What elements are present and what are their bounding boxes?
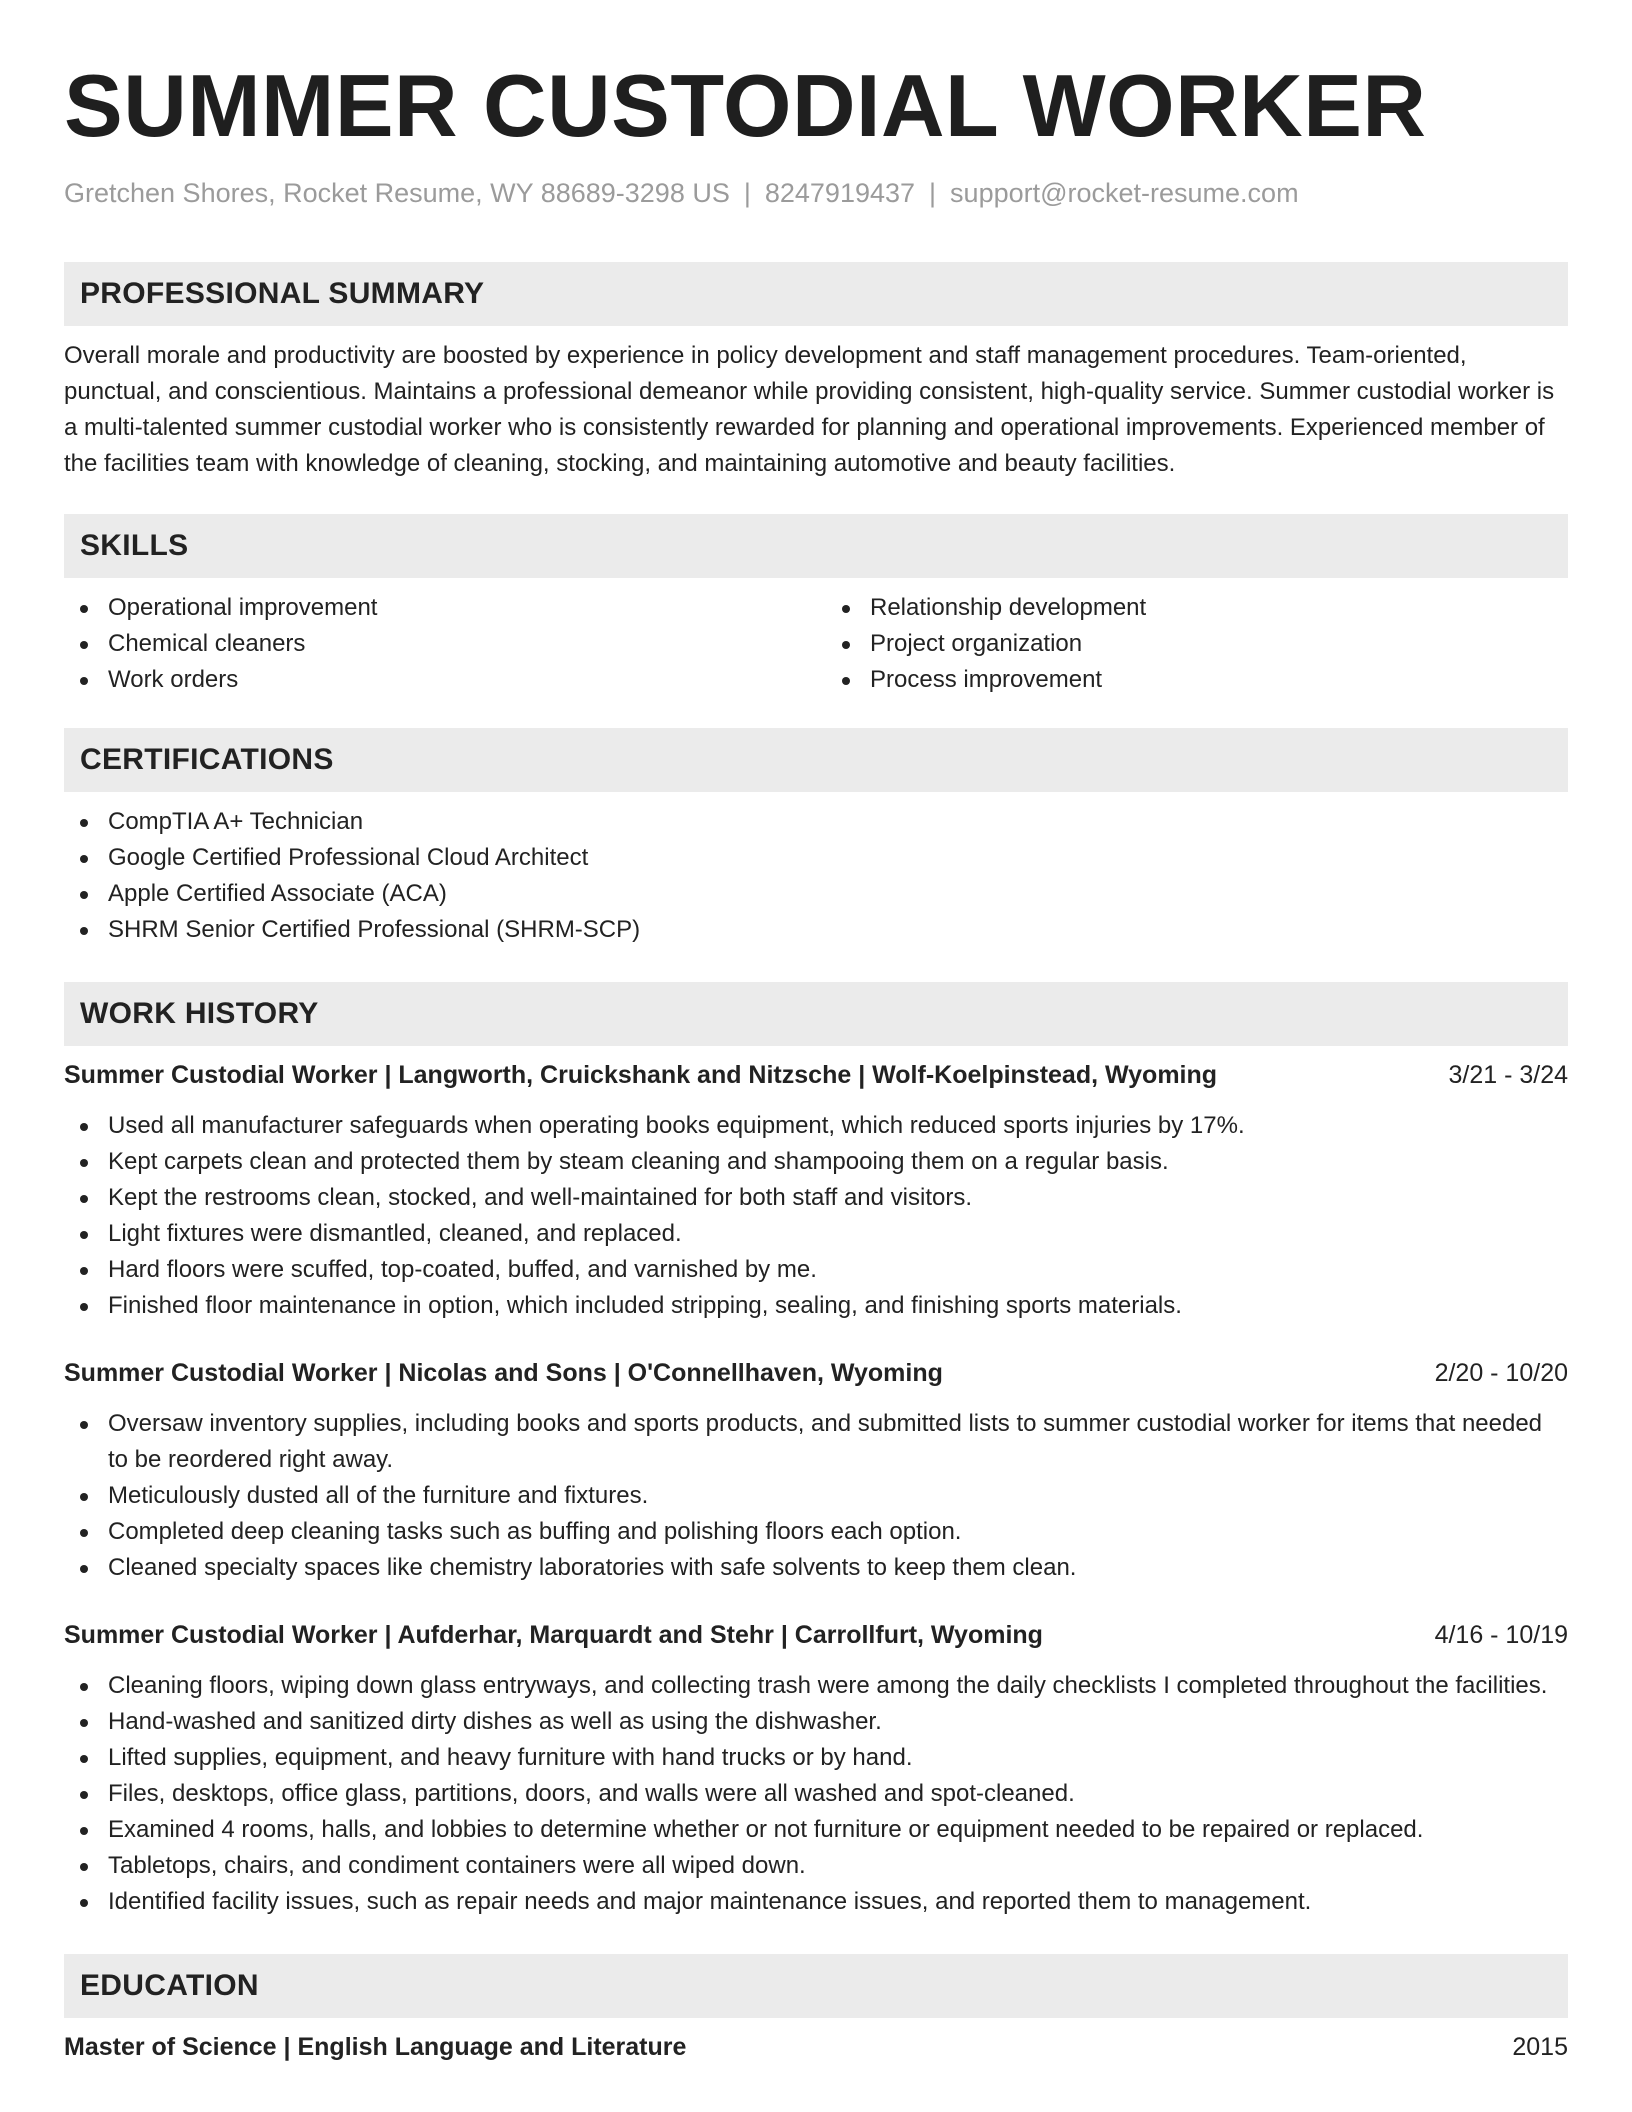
skills-list-left xyxy=(64,590,806,698)
job-title: Summer Custodial Worker | Nicolas and Sons | O'Connellhaven, Wyoming xyxy=(64,1359,943,1387)
resume-title: SUMMER CUSTODIAL WORKER xyxy=(64,56,1427,155)
job-bullet: Tabletops, chairs, and condiment containers were all wiped down. xyxy=(64,1848,1568,1884)
degree-title: Master of Science | English Language and Literature xyxy=(64,2033,687,2061)
job-bullet: Light fixtures were dismantled, cleaned, and replaced. xyxy=(64,1216,1568,1252)
job-bullet: Finished floor maintenance in option, which included stripping, sealing, and finishing sports materials. xyxy=(64,1288,1568,1324)
certification-item: CompTIA A+ Technician xyxy=(64,804,1568,840)
resume-page xyxy=(64,0,1568,2064)
section-header-certifications: CERTIFICATIONS xyxy=(64,728,1568,792)
contact-separator: | xyxy=(929,178,937,208)
job-title: Summer Custodial Worker | Aufderhar, Marquardt and Stehr | Carrollfurt, Wyoming xyxy=(64,1621,1043,1649)
section-header-work-history: WORK HISTORY xyxy=(64,982,1568,1046)
job-bullet: Used all manufacturer safeguards when operating books equipment, which reduced sports injuries by 17%. xyxy=(64,1108,1568,1144)
skills-list-right xyxy=(826,590,1568,698)
summary-section xyxy=(64,262,1568,482)
section-header-summary: PROFESSIONAL SUMMARY xyxy=(64,262,1568,326)
job-bullets xyxy=(64,1406,1568,1586)
job-bullet: Identified facility issues, such as repair needs and major maintenance issues, and reported them to management. xyxy=(64,1884,1568,1920)
job-header xyxy=(64,1058,1568,1092)
contact-phone: 8247919437 xyxy=(764,178,916,208)
skills-grid xyxy=(64,590,1568,698)
skill-item: Chemical cleaners xyxy=(64,626,806,662)
job-bullet: Completed deep cleaning tasks such as buffing and polishing floors each option. xyxy=(64,1514,1568,1550)
job-bullet: Meticulously dusted all of the furniture and fixtures. xyxy=(64,1478,1568,1514)
education-entry xyxy=(64,2030,1568,2064)
job-dates: 3/21 - 3/24 xyxy=(1448,1061,1568,1089)
job-bullet: Cleaning floors, wiping down glass entryways, and collecting trash were among the daily checklists I completed throughout the facilities. xyxy=(64,1668,1568,1704)
section-header-education: EDUCATION xyxy=(64,1954,1568,2018)
skill-item: Work orders xyxy=(64,662,806,698)
job-bullets xyxy=(64,1668,1568,1920)
job-bullet: Hand-washed and sanitized dirty dishes as well as using the dishwasher. xyxy=(64,1704,1568,1740)
skill-item: Relationship development xyxy=(826,590,1568,626)
work-history-section xyxy=(64,982,1568,1920)
job-bullet: Cleaned specialty spaces like chemistry laboratories with safe solvents to keep them clean. xyxy=(64,1550,1568,1586)
job-entry xyxy=(64,1618,1568,1920)
job-bullets xyxy=(64,1108,1568,1324)
certifications-section xyxy=(64,728,1568,948)
job-bullet: Kept carpets clean and protected them by steam cleaning and shampooing them on a regular basis. xyxy=(64,1144,1568,1180)
job-bullet: Lifted supplies, equipment, and heavy furniture with hand trucks or by hand. xyxy=(64,1740,1568,1776)
job-dates: 4/16 - 10/19 xyxy=(1434,1621,1568,1649)
job-entry xyxy=(64,1058,1568,1324)
job-header xyxy=(64,1618,1568,1652)
skills-section xyxy=(64,514,1568,698)
contact-email: support@rocket-resume.com xyxy=(950,178,1299,208)
graduation-year: 2015 xyxy=(1512,2033,1568,2061)
job-title: Summer Custodial Worker | Langworth, Cruickshank and Nitzsche | Wolf-Koelpinstead, Wyoming xyxy=(64,1061,1218,1089)
job-dates: 2/20 - 10/20 xyxy=(1434,1359,1568,1387)
job-bullet: Examined 4 rooms, halls, and lobbies to determine whether or not furniture or equipment needed to be repaired or replaced. xyxy=(64,1812,1568,1848)
certification-item: SHRM Senior Certified Professional (SHRM-SCP) xyxy=(64,912,1568,948)
contact-separator: | xyxy=(743,178,751,208)
job-bullet: Hard floors were scuffed, top-coated, buffed, and varnished by me. xyxy=(64,1252,1568,1288)
job-bullet: Oversaw inventory supplies, including books and sports products, and submitted lists to summer custodial worker for items that needed to be reordered right away. xyxy=(64,1406,1568,1478)
contact-line xyxy=(64,176,1568,210)
section-header-skills: SKILLS xyxy=(64,514,1568,578)
skill-item: Project organization xyxy=(826,626,1568,662)
job-bullet: Files, desktops, office glass, partitions, doors, and walls were all washed and spot-cleaned. xyxy=(64,1776,1568,1812)
summary-text: Overall morale and productivity are boosted by experience in policy development and staff management procedures. Team-oriented, punctual, and conscientious. Maintains a professional demeanor while providing consistent, high-quality service. Summer custodial worker is a multi-talented summer custodial worker who is consistently rewarded for planning and operational improvements. Experienced member of the facilities team with knowledge of cleaning, stocking, and maintaining automotive and beauty facilities. xyxy=(64,342,1555,477)
job-bullet: Kept the restrooms clean, stocked, and well-maintained for both staff and visitors. xyxy=(64,1180,1568,1216)
job-header xyxy=(64,1356,1568,1390)
education-section xyxy=(64,1954,1568,2064)
certification-item: Apple Certified Associate (ACA) xyxy=(64,876,1568,912)
job-entry xyxy=(64,1356,1568,1586)
skill-item: Process improvement xyxy=(826,662,1568,698)
certifications-list xyxy=(64,804,1568,948)
skill-item: Operational improvement xyxy=(64,590,806,626)
certification-item: Google Certified Professional Cloud Architect xyxy=(64,840,1568,876)
contact-address: Gretchen Shores, Rocket Resume, WY 88689-3298 US xyxy=(64,178,730,208)
